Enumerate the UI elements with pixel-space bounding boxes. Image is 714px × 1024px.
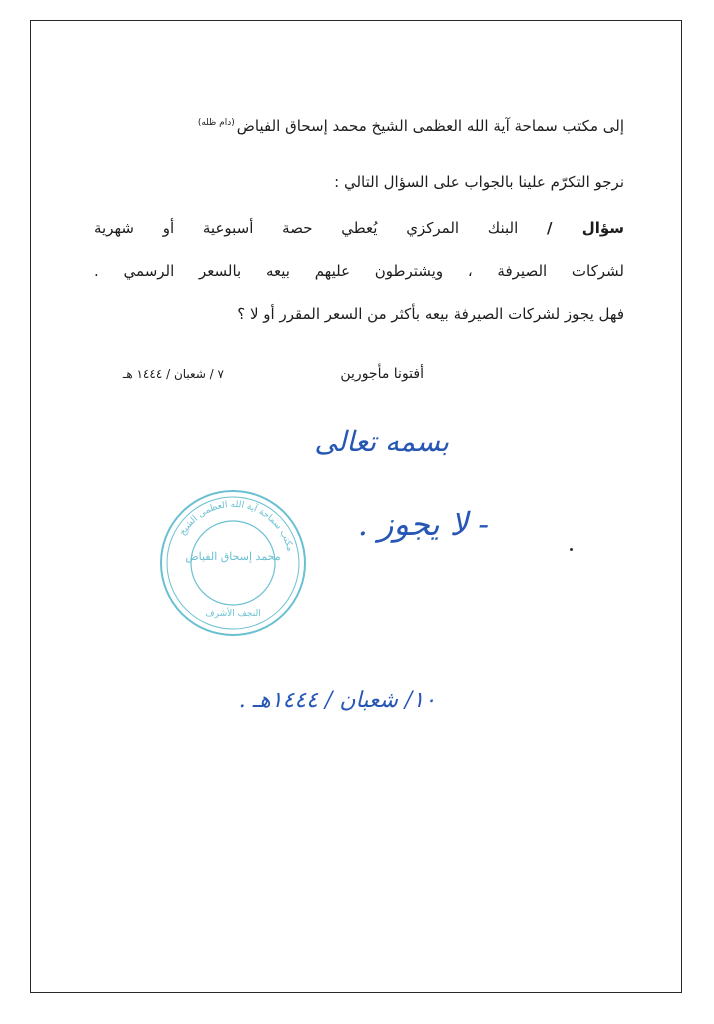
seal-inner-ring (191, 521, 275, 605)
addressee-text: إلى مكتب سماحة آية الله العظمى الشيخ محمد إسحاق الفياض (236, 117, 624, 135)
question-line-3: فهل يجوز لشركات الصيرفة بيعه بأكثر من السعر المقرر أو لا ؟ (237, 305, 624, 323)
closing-line: أفتونا مأجورين (340, 366, 424, 382)
handwritten-date: ١٠/ شعبان / ١٤٤٤هـ . (238, 688, 436, 713)
question-line-2: لشركات الصيرفة ، ويشترطون عليهم بيعه بالسعر الرسمي . (94, 262, 624, 280)
page-border (30, 20, 682, 993)
letter-date: ٧ / شعبان / ١٤٤٤ هـ (122, 367, 224, 381)
office-seal (158, 488, 308, 638)
addressee-line (198, 117, 624, 135)
handwritten-answer: - لا يجوز . (357, 505, 489, 543)
question-line-1 (94, 219, 624, 237)
seal-bottom-text: النجف الأشرف (205, 609, 261, 619)
honorific-text: (دام ظله) (197, 118, 235, 128)
handwritten-basmala: بسمه تعالى (314, 425, 449, 458)
request-line: نرجو التكرّم علينا بالجواب على السؤال التالي : (334, 173, 624, 191)
question-line-1-text: البنك المركزي يُعطي حصة أسبوعية أو شهرية (94, 219, 519, 237)
seal-center-text: محمد إسحاق الفياض (185, 550, 281, 563)
seal-ring-text: مكتب سماحة آية الله العظمى الشيخ (177, 499, 295, 553)
ink-dot (570, 548, 573, 551)
question-label: سؤال / (547, 219, 625, 237)
